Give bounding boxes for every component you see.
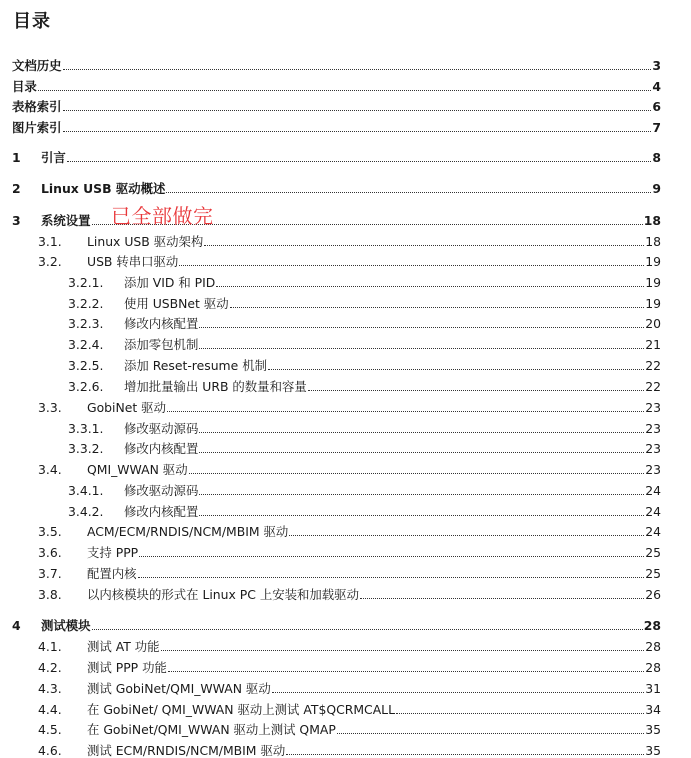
handwritten-annotation: 已全部做完 (111, 204, 214, 228)
toc-entry[interactable] (12, 296, 661, 311)
toc-entry-page: 31 (645, 681, 661, 696)
toc-entry-number: 3.3.1. (68, 421, 104, 436)
toc-entry-page: 24 (645, 504, 661, 519)
toc-entry[interactable] (12, 58, 661, 73)
toc-entry-title: 使用 USBNet 驱动 (124, 296, 229, 311)
toc-entry-number: 3.5. (38, 524, 62, 539)
toc-entry[interactable] (12, 421, 661, 436)
dot-leader (199, 327, 644, 328)
toc-entry-page: 28 (643, 618, 661, 633)
toc-entry-number: 4.4. (38, 702, 62, 717)
toc-entry-number: 3.2.3. (68, 316, 104, 331)
dot-leader (360, 598, 645, 599)
toc-entry-number: 2 (12, 181, 21, 196)
toc-entry-title: 表格索引 (12, 99, 62, 114)
dot-leader (216, 286, 644, 287)
toc-entry-page: 4 (652, 79, 661, 94)
toc-entry[interactable] (12, 639, 661, 654)
dot-leader (63, 110, 651, 111)
toc-entry[interactable] (12, 316, 661, 331)
toc-entry-page: 28 (645, 660, 661, 675)
toc-entry-number: 4.6. (38, 743, 62, 758)
dot-leader (268, 369, 644, 370)
toc-entry-number: 3 (12, 213, 21, 228)
toc-entry-page: 9 (652, 181, 661, 196)
dot-leader (286, 754, 645, 755)
toc-entry[interactable] (12, 743, 661, 758)
toc-entry-page: 7 (652, 120, 661, 135)
toc-entry-page: 18 (645, 234, 661, 249)
toc-entry-number: 3.3.2. (68, 441, 104, 456)
toc-entry-title: 在 GobiNet/ QMI_WWAN 驱动上测试 AT$QCRMCALL (87, 702, 395, 717)
dot-leader (337, 733, 645, 734)
toc-entry[interactable] (12, 587, 661, 602)
toc-entry-title: 配置内核 (87, 566, 137, 581)
dot-leader (167, 411, 645, 412)
toc-entry-page: 25 (645, 566, 661, 581)
toc-entry-number: 4.1. (38, 639, 62, 654)
dot-leader (92, 629, 643, 630)
toc-entry-page: 23 (645, 421, 661, 436)
toc-entry-page: 24 (645, 483, 661, 498)
dot-leader (396, 713, 645, 714)
toc-entry-page: 23 (645, 400, 661, 415)
toc-entry-number: 1 (12, 150, 21, 165)
toc-entry-number: 3.2.6. (68, 379, 104, 394)
toc-entry-page: 19 (645, 296, 661, 311)
dot-leader (38, 90, 651, 91)
dot-leader (230, 307, 644, 308)
toc-entry-title: QMI_WWAN 驱动 (87, 462, 188, 477)
toc-entry-page: 3 (652, 58, 661, 73)
toc-entry-page: 24 (645, 524, 661, 539)
toc-entry-page: 23 (645, 462, 661, 477)
toc-entry[interactable] (12, 566, 661, 581)
dot-leader (138, 577, 645, 578)
dot-leader (67, 161, 652, 162)
toc-entry[interactable] (12, 400, 661, 415)
toc-entry-title: 测试 GobiNet/QMI_WWAN 驱动 (87, 681, 271, 696)
toc-entry[interactable] (12, 358, 661, 373)
toc-entry-page: 19 (645, 254, 661, 269)
toc-entry[interactable] (12, 483, 661, 498)
toc-entry-title: 目录 (12, 79, 37, 94)
toc-entry-title: 以内核模块的形式在 Linux PC 上安装和加载驱动 (87, 587, 359, 602)
dot-leader (289, 535, 645, 536)
toc-entry-title: USB 转串口驱动 (87, 254, 179, 269)
toc-entry-number: 3.3. (38, 400, 62, 415)
dot-leader (199, 494, 644, 495)
toc-entry-title: 图片索引 (12, 120, 62, 135)
toc-entry-number: 3.2.5. (68, 358, 104, 373)
toc-entry[interactable] (12, 618, 661, 633)
dot-leader (161, 650, 645, 651)
toc-entry-page: 34 (645, 702, 661, 717)
toc-entry-number: 3.8. (38, 587, 62, 602)
toc-entry[interactable] (12, 660, 661, 675)
toc-entry-title: 系统设置 (41, 213, 91, 228)
dot-leader (199, 432, 644, 433)
toc-entry-title: Linux USB 驱动架构 (87, 234, 204, 249)
dot-leader (139, 556, 645, 557)
toc-entry[interactable] (12, 181, 661, 196)
toc-entry-number: 4.3. (38, 681, 62, 696)
toc-entry-number: 4.5. (38, 722, 62, 737)
toc-entry-title: 文档历史 (12, 58, 62, 73)
toc-entry[interactable] (12, 545, 661, 560)
toc-entry-title: 测试 ECM/RNDIS/NCM/MBIM 驱动 (87, 743, 286, 758)
toc-entry-page: 22 (645, 358, 661, 373)
dot-leader (63, 131, 651, 132)
toc-entry-title: 增加批量输出 URB 的数量和容量 (124, 379, 307, 394)
dot-leader (179, 265, 645, 266)
toc-entry-title: 修改驱动源码 (124, 483, 199, 498)
toc-entry-title: 修改内核配置 (124, 504, 199, 519)
toc-entry-page: 20 (645, 316, 661, 331)
toc-entry-page: 21 (645, 337, 661, 352)
toc-entry-page: 18 (643, 213, 661, 228)
toc-entry[interactable] (12, 99, 661, 114)
toc-entry-number: 3.2.1. (68, 275, 104, 290)
dot-leader (168, 671, 645, 672)
toc-entry-page: 35 (645, 743, 661, 758)
toc-entry-title: 修改内核配置 (124, 441, 199, 456)
toc-entry-title: 添加 VID 和 PID (124, 275, 216, 290)
toc-entry-title: 测试 PPP 功能 (87, 660, 167, 675)
toc-entry-page: 6 (652, 99, 661, 114)
dot-leader (189, 473, 645, 474)
dot-leader (199, 348, 644, 349)
toc-entry-title: ACM/ECM/RNDIS/NCM/MBIM 驱动 (87, 524, 289, 539)
toc-entry-title: 修改内核配置 (124, 316, 199, 331)
dot-leader (63, 69, 651, 70)
toc-entry-number: 3.7. (38, 566, 62, 581)
dot-leader (166, 192, 652, 193)
dot-leader (199, 515, 644, 516)
page-title: 目录 (13, 11, 51, 32)
toc-entry[interactable] (12, 213, 661, 228)
toc-entry-number: 3.4. (38, 462, 62, 477)
toc-entry[interactable] (12, 234, 661, 249)
toc-entry-number: 3.1. (38, 234, 62, 249)
toc-entry-page: 35 (645, 722, 661, 737)
toc-entry-number: 3.6. (38, 545, 62, 560)
toc-entry[interactable] (12, 504, 661, 519)
dot-leader (308, 390, 644, 391)
toc-entry[interactable] (12, 120, 661, 135)
toc-entry-number: 4 (12, 618, 21, 633)
toc-entry-number: 3.4.2. (68, 504, 104, 519)
toc-entry-page: 22 (645, 379, 661, 394)
toc-entry-page: 28 (645, 639, 661, 654)
toc-entry[interactable] (12, 337, 661, 352)
toc-entry[interactable] (12, 722, 661, 737)
toc-entry-title: 在 GobiNet/QMI_WWAN 驱动上测试 QMAP (87, 722, 336, 737)
toc-entry-title: Linux USB 驱动概述 (41, 181, 166, 196)
toc-entry[interactable] (12, 462, 661, 477)
toc-entry-number: 3.4.1. (68, 483, 104, 498)
dot-leader (204, 245, 645, 246)
toc-entry-title: 添加 Reset-resume 机制 (124, 358, 267, 373)
toc-entry[interactable] (12, 379, 661, 394)
toc-entry-title: 支持 PPP (87, 545, 139, 560)
toc-entry-page: 26 (645, 587, 661, 602)
toc-entry[interactable] (12, 254, 661, 269)
toc-entry-page: 19 (645, 275, 661, 290)
toc-entry-number: 3.2. (38, 254, 62, 269)
toc-entry[interactable] (12, 524, 661, 539)
toc-entry-number: 3.2.2. (68, 296, 104, 311)
toc-entry-title: 修改驱动源码 (124, 421, 199, 436)
toc-entry-page: 8 (652, 150, 661, 165)
toc-entry[interactable] (12, 441, 661, 456)
toc-entry[interactable] (12, 150, 661, 165)
toc-entry-number: 4.2. (38, 660, 62, 675)
toc-entry-page: 23 (645, 441, 661, 456)
toc-entry[interactable] (12, 79, 661, 94)
dot-leader (199, 452, 644, 453)
toc-entry[interactable] (12, 681, 661, 696)
toc-entry[interactable] (12, 702, 661, 717)
dot-leader (272, 692, 645, 693)
toc-entry[interactable] (12, 275, 661, 290)
toc-entry-title: GobiNet 驱动 (87, 400, 166, 415)
toc-entry-title: 测试 AT 功能 (87, 639, 160, 654)
toc-entry-title: 引言 (41, 150, 66, 165)
toc-entry-title: 测试模块 (41, 618, 91, 633)
toc-entry-number: 3.2.4. (68, 337, 104, 352)
toc-entry-title: 添加零包机制 (124, 337, 199, 352)
toc-entry-page: 25 (645, 545, 661, 560)
